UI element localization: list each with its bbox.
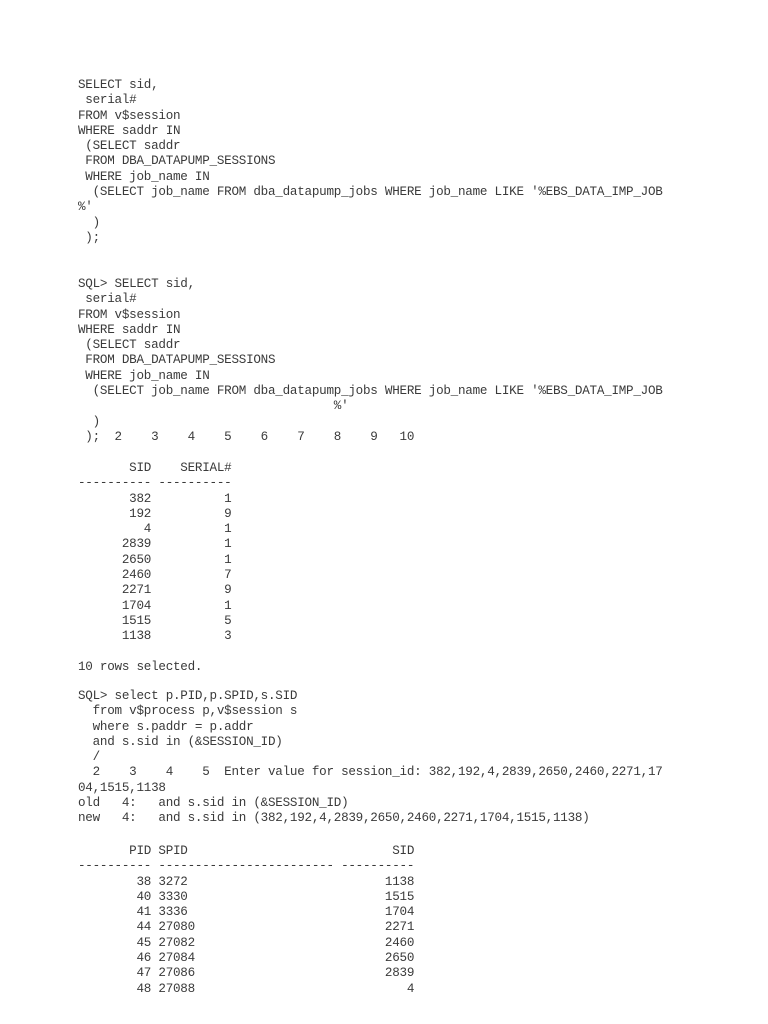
console-line: (SELECT job_name FROM dba_datapump_jobs WHERE job_name LIKE '%EBS_DATA_IMP_JOB xyxy=(78,384,663,399)
console-line: (SELECT saddr xyxy=(78,338,181,353)
sid-serial-result-table xyxy=(78,461,231,675)
process-lookup-query xyxy=(78,689,663,827)
console-line: %' xyxy=(78,399,349,414)
console-line: 04,1515,1138 xyxy=(78,780,166,795)
console-line: and s.sid in (&SESSION_ID) xyxy=(78,734,283,749)
console-line: 1138 3 xyxy=(78,629,232,644)
console-line: new 4: and s.sid in (382,192,4,2839,2650,2460,2271,1704,1515,1138) xyxy=(78,811,590,826)
console-line: 2460 7 xyxy=(78,568,232,583)
console-line: 47 27086 2839 xyxy=(78,966,415,981)
console-line xyxy=(78,645,231,660)
pid-spid-result-table xyxy=(78,844,414,997)
console-line: SELECT sid, xyxy=(78,78,159,92)
console-line: 2 3 4 5 Enter value for session_id: 382,192,4,2839,2650,2460,2271,17 xyxy=(78,765,663,780)
console-line: WHERE saddr IN xyxy=(78,123,181,138)
console-line: 48 27088 4 xyxy=(78,981,415,996)
console-line: where s.paddr = p.addr xyxy=(78,719,254,734)
sqlplus-query-echo xyxy=(78,277,663,445)
console-line: ) xyxy=(78,215,100,230)
console-line: WHERE job_name IN xyxy=(78,169,210,184)
console-line: 44 27080 2271 xyxy=(78,920,415,935)
console-line: ---------- ------------------------ ---------- xyxy=(78,859,415,874)
console-line: 1515 5 xyxy=(78,613,232,628)
console-line: 38 3272 1138 xyxy=(78,874,415,889)
console-line: SQL> select p.PID,p.SPID,s.SID xyxy=(78,689,298,703)
console-line: 192 9 xyxy=(78,506,232,521)
console-line: WHERE saddr IN xyxy=(78,322,181,337)
console-line: PID SPID SID xyxy=(78,844,415,858)
console-line: serial# xyxy=(78,292,137,307)
console-line: 382 1 xyxy=(78,491,232,506)
console-line: serial# xyxy=(78,93,137,108)
console-line: FROM DBA_DATAPUMP_SESSIONS xyxy=(78,154,276,169)
console-line: 1704 1 xyxy=(78,598,232,613)
console-line: ); 2 3 4 5 6 7 8 9 10 xyxy=(78,429,415,444)
console-line: 2839 1 xyxy=(78,537,232,552)
console-line: ); xyxy=(78,230,100,245)
console-line: 2271 9 xyxy=(78,583,232,598)
console-line: WHERE job_name IN xyxy=(78,368,210,383)
console-line: %' xyxy=(78,200,93,215)
console-line: FROM v$session xyxy=(78,307,181,322)
console-line: from v$process p,v$session s xyxy=(78,704,298,719)
console-line: ) xyxy=(78,414,100,429)
console-line: 41 3336 1704 xyxy=(78,905,415,920)
console-line: 46 27084 2650 xyxy=(78,951,415,966)
console-line: (SELECT job_name FROM dba_datapump_jobs WHERE job_name LIKE '%EBS_DATA_IMP_JOB xyxy=(78,185,663,200)
console-line: SQL> SELECT sid, xyxy=(78,277,195,291)
console-line: 10 rows selected. xyxy=(78,659,203,674)
console-line: / xyxy=(78,750,100,765)
console-line: (SELECT saddr xyxy=(78,139,181,154)
console-line: 40 3330 1515 xyxy=(78,889,415,904)
console-line: old 4: and s.sid in (&SESSION_ID) xyxy=(78,796,349,811)
console-line: 2650 1 xyxy=(78,552,232,567)
console-line: FROM v$session xyxy=(78,108,181,123)
console-line: 4 1 xyxy=(78,522,232,537)
console-line: SID SERIAL# xyxy=(78,461,232,475)
datapump-session-query xyxy=(78,78,663,246)
console-line: FROM DBA_DATAPUMP_SESSIONS xyxy=(78,353,276,368)
console-line: 45 27082 2460 xyxy=(78,935,415,950)
console-line: ---------- ---------- xyxy=(78,476,232,491)
